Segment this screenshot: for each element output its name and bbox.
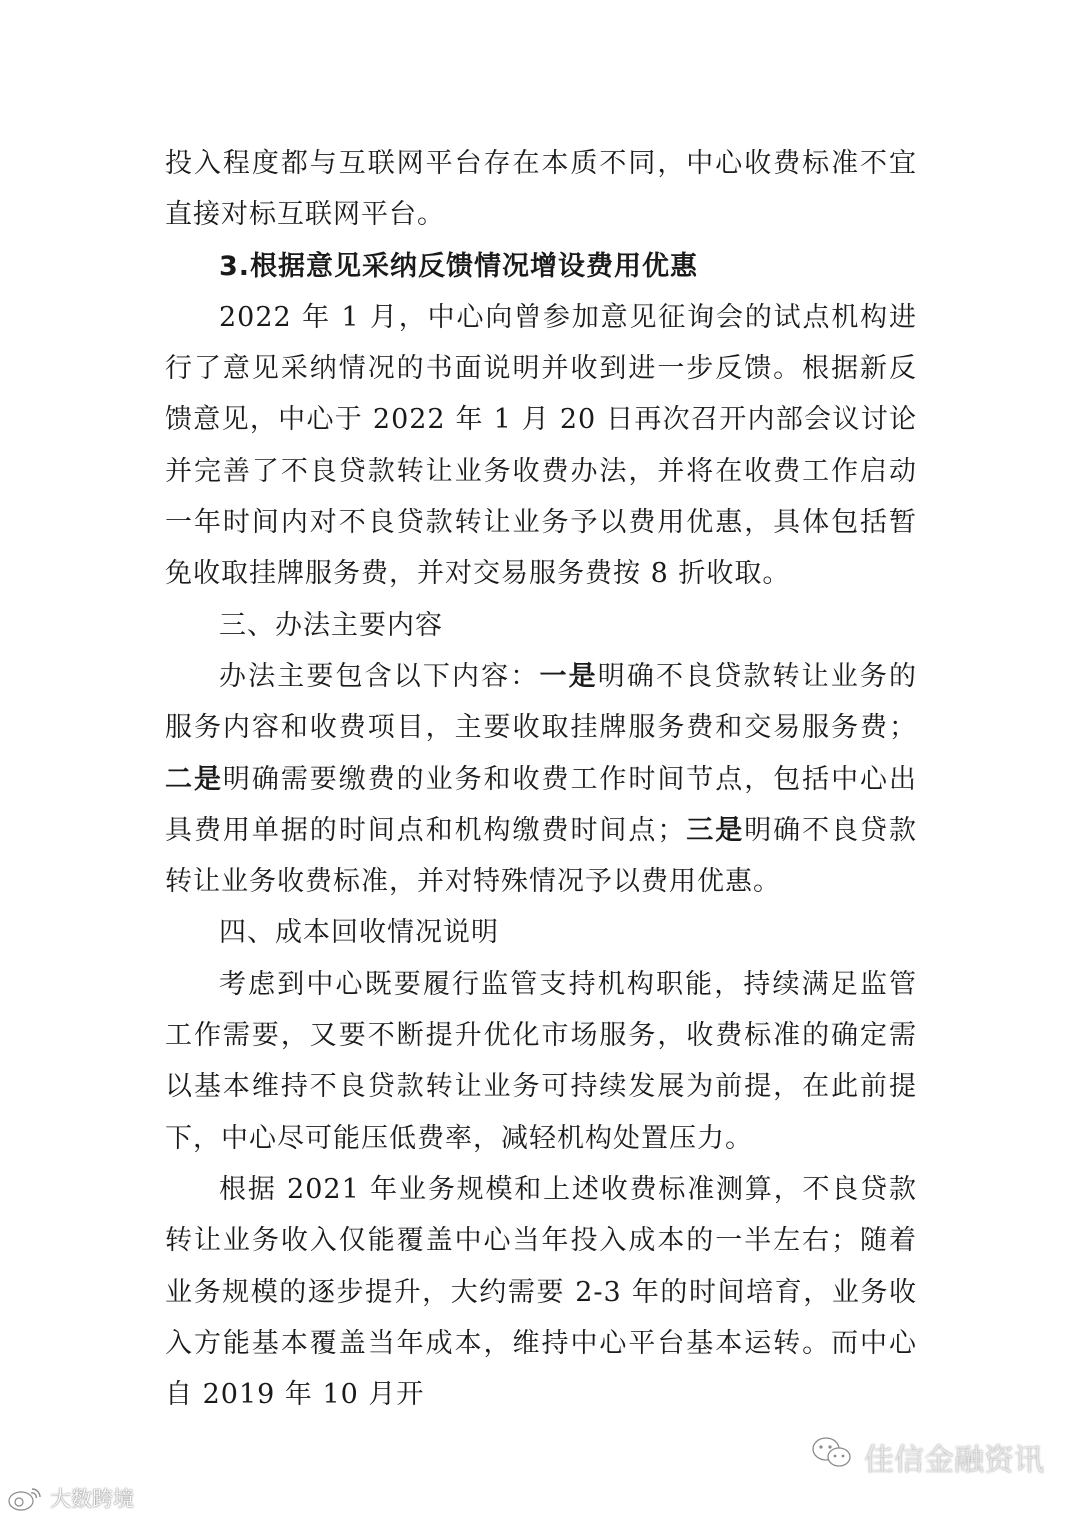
watermark-right-text: 佳信金融资讯 bbox=[864, 1443, 1044, 1478]
item-first: 明确不良贷款转让业务的服务内容和收费项目，主要收取挂牌服务费和交易服务费； bbox=[165, 660, 918, 744]
paragraph-continued: 投入程度都与互联网平台存在本质不同，中心收费标准不宜直接对标互联网平台。 bbox=[165, 148, 917, 231]
watermark-left bbox=[6, 1478, 134, 1518]
paragraph-fee-discount: 2022 年 1 月，中心向曾参加意见征询会的试点机构进行了意见采纳情况的书面说明并收到进一步反馈。根据新反馈意见，中心于 2022 年 1 月 20 日再次召开内部会议讨论并完善了不良贷款转让业务收费办法，并将在收费工作启动一年时间内对不良贷款转让业务予以费用优惠，具体包括暂免收取挂牌服务费，并对交易服务费按 8 折收取。 bbox=[165, 301, 917, 590]
document-body bbox=[165, 138, 917, 1420]
wechat-icon bbox=[810, 1435, 854, 1479]
section-heading-4: 四、成本回收情况说明 bbox=[219, 917, 499, 949]
keyword-second: 二是 bbox=[165, 763, 223, 795]
weibo-icon bbox=[6, 1483, 46, 1513]
keyword-third: 三是 bbox=[685, 814, 745, 846]
subheading-3: 3.根据意见采纳反馈情况增设费用优惠 bbox=[219, 250, 699, 282]
keyword-first: 一是 bbox=[539, 660, 598, 692]
item-second: 明确需要缴费的业务和收费工作时间节点，包括中心出具费用单据的时间点和机构缴费时间点； bbox=[165, 763, 918, 846]
paragraph-estimate: 根据 2021 年业务规模和上述收费标准测算，不良贷款转让业务收入仅能覆盖中心当年投入成本的一半左右；随着业务规模的逐步提升，大约需要 2-3 年的时间培育，业务收入方能基本覆盖当年成本，维持中心平台基本运转。而中心自 2019 年 10 月开 bbox=[165, 1173, 917, 1411]
section-heading-3: 三、办法主要内容 bbox=[219, 609, 443, 641]
paragraph-cost-recovery: 考虑到中心既要履行监管支持机构职能，持续满足监管工作需要，又要不断提升优化市场服务，收费标准的确定需以基本维持不良贷款转让业务可持续发展为前提，在此前提下，中心尽可能压低费率，减轻机构处置压力。 bbox=[165, 968, 917, 1154]
item-third: 明确不良贷款转让业务收费标准，并对特殊情况予以费用优惠。 bbox=[165, 814, 918, 898]
watermark-right bbox=[810, 1431, 1044, 1483]
watermark-left-text: 大数跨境 bbox=[50, 1487, 134, 1511]
lead-text: 办法主要包含以下内容： bbox=[219, 660, 540, 692]
paragraph-main-content bbox=[165, 651, 917, 907]
